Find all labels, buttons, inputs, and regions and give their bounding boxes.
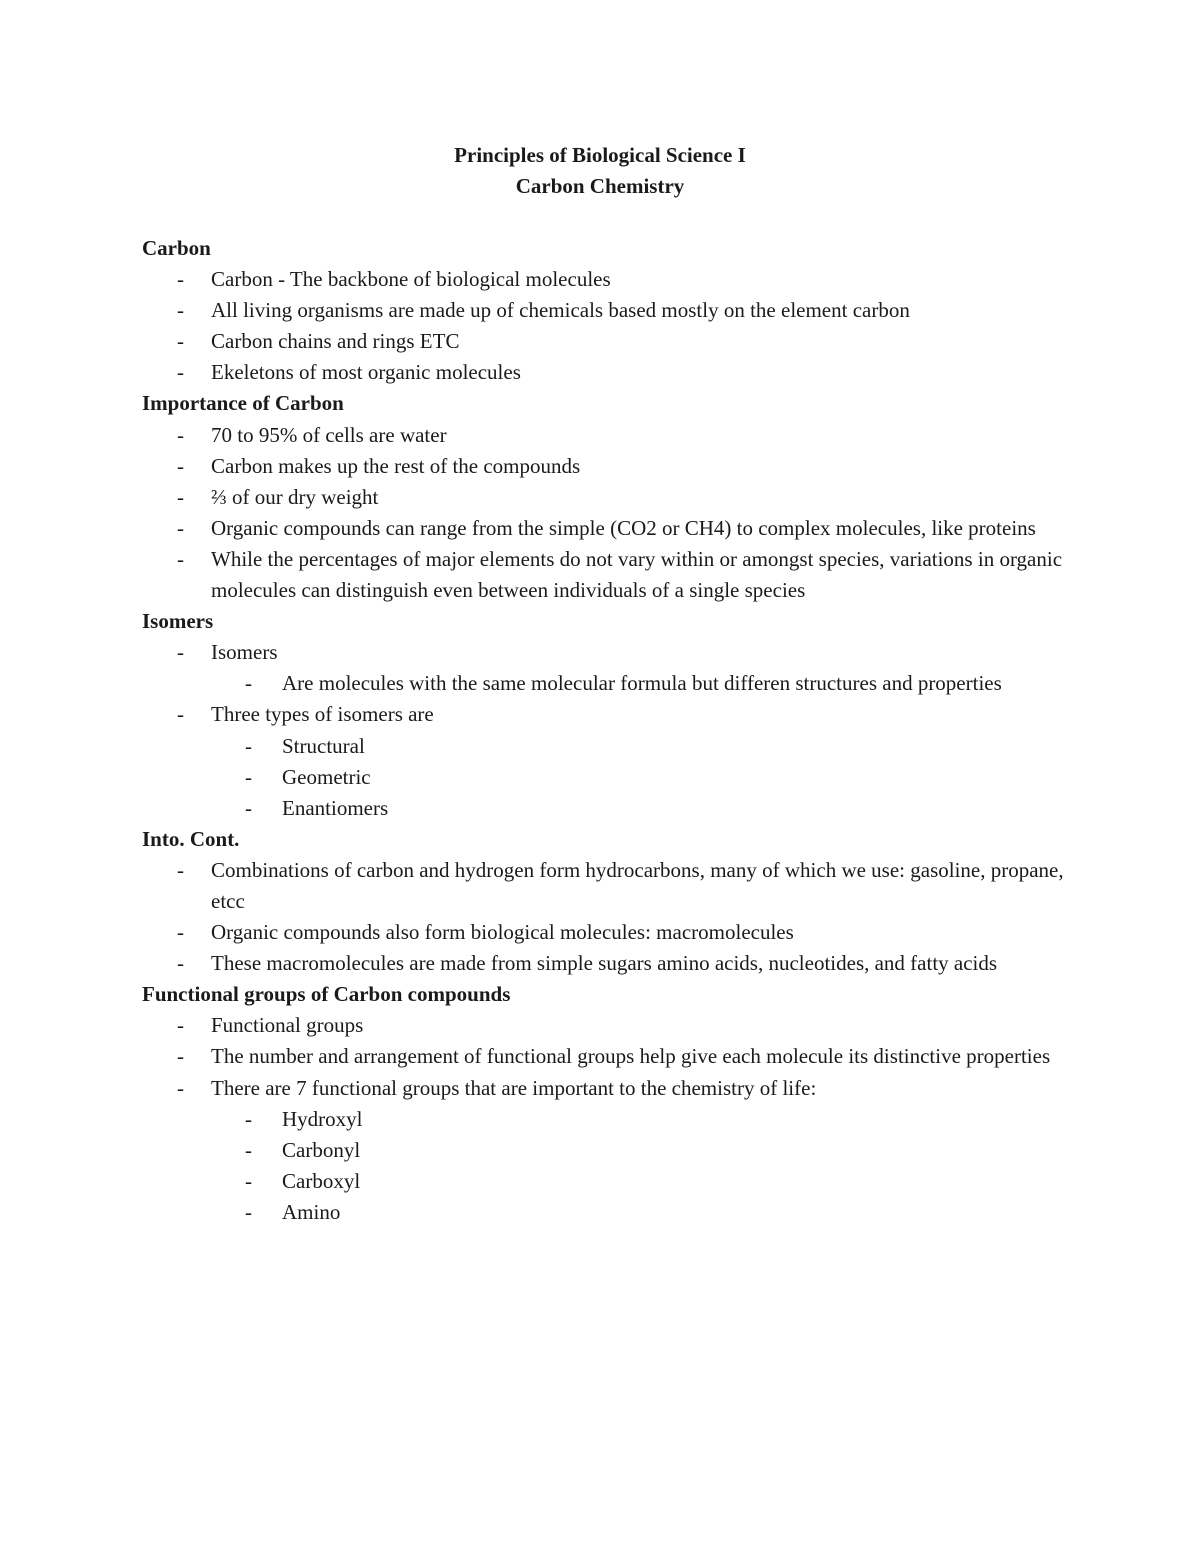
list-item-text: Ekeletons of most organic molecules xyxy=(211,360,521,385)
list-item xyxy=(142,295,1072,326)
list-item xyxy=(142,420,1072,451)
sub-bullet-list xyxy=(211,1104,1072,1228)
list-item-text: Carbon - The backbone of biological molecules xyxy=(211,267,611,292)
bullet-dash: - xyxy=(177,1013,184,1038)
bullet-dash: - xyxy=(177,298,184,323)
sub-bullet-list xyxy=(211,731,1072,824)
course-title: Principles of Biological Science I xyxy=(454,143,746,167)
list-item-text: Functional groups xyxy=(211,1013,364,1038)
notes-body xyxy=(142,233,1072,1228)
section-heading-importance-of-carbon: Importance of Carbon xyxy=(142,391,344,416)
bullet-dash: - xyxy=(177,640,184,665)
list-item xyxy=(142,513,1072,544)
sub-list-item-text: Geometric xyxy=(282,764,371,789)
list-item xyxy=(142,1041,1072,1072)
sub-list-item xyxy=(211,793,1072,824)
bullet-dash: - xyxy=(245,1168,252,1193)
bullet-dash: - xyxy=(177,515,184,540)
bullet-dash: - xyxy=(177,360,184,385)
bullet-dash: - xyxy=(245,1137,252,1162)
list-item xyxy=(142,264,1072,295)
sub-list-item-text: Enantiomers xyxy=(282,795,389,820)
sub-bullet-list xyxy=(211,668,1072,699)
sub-list-item xyxy=(211,731,1072,762)
bullet-dash: - xyxy=(245,671,252,696)
section-heading-isomers: Isomers xyxy=(142,609,214,634)
bullet-dash: - xyxy=(177,484,184,509)
list-item-text: Carbon chains and rings ETC xyxy=(211,329,460,354)
list-item xyxy=(142,482,1072,513)
list-item-text: While the percentages of major elements do not vary within or amongst species, variations in organic molecules can distinguish even between individuals of a single species xyxy=(211,546,1063,603)
list-item-text: There are 7 functional groups that are important to the chemistry of life: xyxy=(211,1075,817,1100)
bullet-dash: - xyxy=(177,951,184,976)
section-heading-functional-groups: Functional groups of Carbon compounds xyxy=(142,982,511,1007)
list-item xyxy=(142,326,1072,357)
bullet-dash: - xyxy=(245,795,252,820)
bullet-dash: - xyxy=(245,1106,252,1131)
bullet-dash: - xyxy=(177,1075,184,1100)
list-item-text: Organic compounds also form biological molecules: macromolecules xyxy=(211,920,794,945)
document-title xyxy=(0,140,1200,202)
bullet-dash: - xyxy=(245,733,252,758)
sub-list-item-text: Amino xyxy=(282,1199,341,1224)
list-item-text: Carbon makes up the rest of the compounds xyxy=(211,453,581,478)
list-item xyxy=(142,1010,1072,1041)
list-item-text: Organic compounds can range from the simple (CO2 or CH4) to complex molecules, like proteins xyxy=(211,515,1036,540)
list-item xyxy=(142,699,1072,823)
sub-list-item-text: Hydroxyl xyxy=(282,1106,363,1131)
bullet-list xyxy=(142,264,1072,388)
list-item-text: Isomers xyxy=(211,640,278,665)
bullet-list xyxy=(142,637,1072,824)
bullet-list xyxy=(142,420,1072,607)
bullet-list xyxy=(142,855,1072,979)
list-item xyxy=(142,451,1072,482)
sub-list-item-text: Carbonyl xyxy=(282,1137,361,1162)
list-item-text: ⅔ of our dry weight xyxy=(211,484,379,509)
bullet-dash: - xyxy=(177,702,184,727)
sub-list-item-text: Structural xyxy=(282,733,365,758)
list-item-text: These macromolecules are made from simple sugars amino acids, nucleotides, and fatty acids xyxy=(211,951,998,976)
bullet-list xyxy=(142,1010,1072,1228)
sub-list-item xyxy=(211,1166,1072,1197)
list-item xyxy=(142,917,1072,948)
list-item xyxy=(142,637,1072,699)
bullet-dash: - xyxy=(245,764,252,789)
bullet-dash: - xyxy=(177,422,184,447)
sub-list-item xyxy=(211,668,1072,699)
list-item xyxy=(142,1073,1072,1228)
list-item xyxy=(142,357,1072,388)
bullet-dash: - xyxy=(177,267,184,292)
list-item-text: All living organisms are made up of chemicals based mostly on the element carbon xyxy=(211,298,910,323)
list-item-text: Three types of isomers are xyxy=(211,702,434,727)
list-item-text: The number and arrangement of functional groups help give each molecule its distinctive properties xyxy=(211,1044,1051,1069)
bullet-dash: - xyxy=(177,453,184,478)
sub-list-item xyxy=(211,762,1072,793)
bullet-dash: - xyxy=(245,1199,252,1224)
list-item xyxy=(142,855,1072,917)
list-item-text: 70 to 95% of cells are water xyxy=(211,422,447,447)
bullet-dash: - xyxy=(177,920,184,945)
bullet-dash: - xyxy=(177,857,184,882)
list-item xyxy=(142,544,1072,606)
bullet-dash: - xyxy=(177,1044,184,1069)
sub-list-item-text: Are molecules with the same molecular formula but differen structures and properties xyxy=(282,671,1002,696)
sub-list-item xyxy=(211,1135,1072,1166)
sub-list-item xyxy=(211,1104,1072,1135)
list-item-text: Combinations of carbon and hydrogen form hydrocarbons, many of which we use: gasoline, propane, etcc xyxy=(211,857,1064,913)
topic-title: Carbon Chemistry xyxy=(515,174,685,198)
sub-list-item-text: Carboxyl xyxy=(282,1168,361,1193)
bullet-dash: - xyxy=(177,329,184,354)
sub-list-item xyxy=(211,1197,1072,1228)
section-heading-into-cont: Into. Cont. xyxy=(142,826,240,851)
list-item xyxy=(142,948,1072,979)
section-heading-carbon: Carbon xyxy=(142,236,211,260)
bullet-dash: - xyxy=(177,546,184,571)
